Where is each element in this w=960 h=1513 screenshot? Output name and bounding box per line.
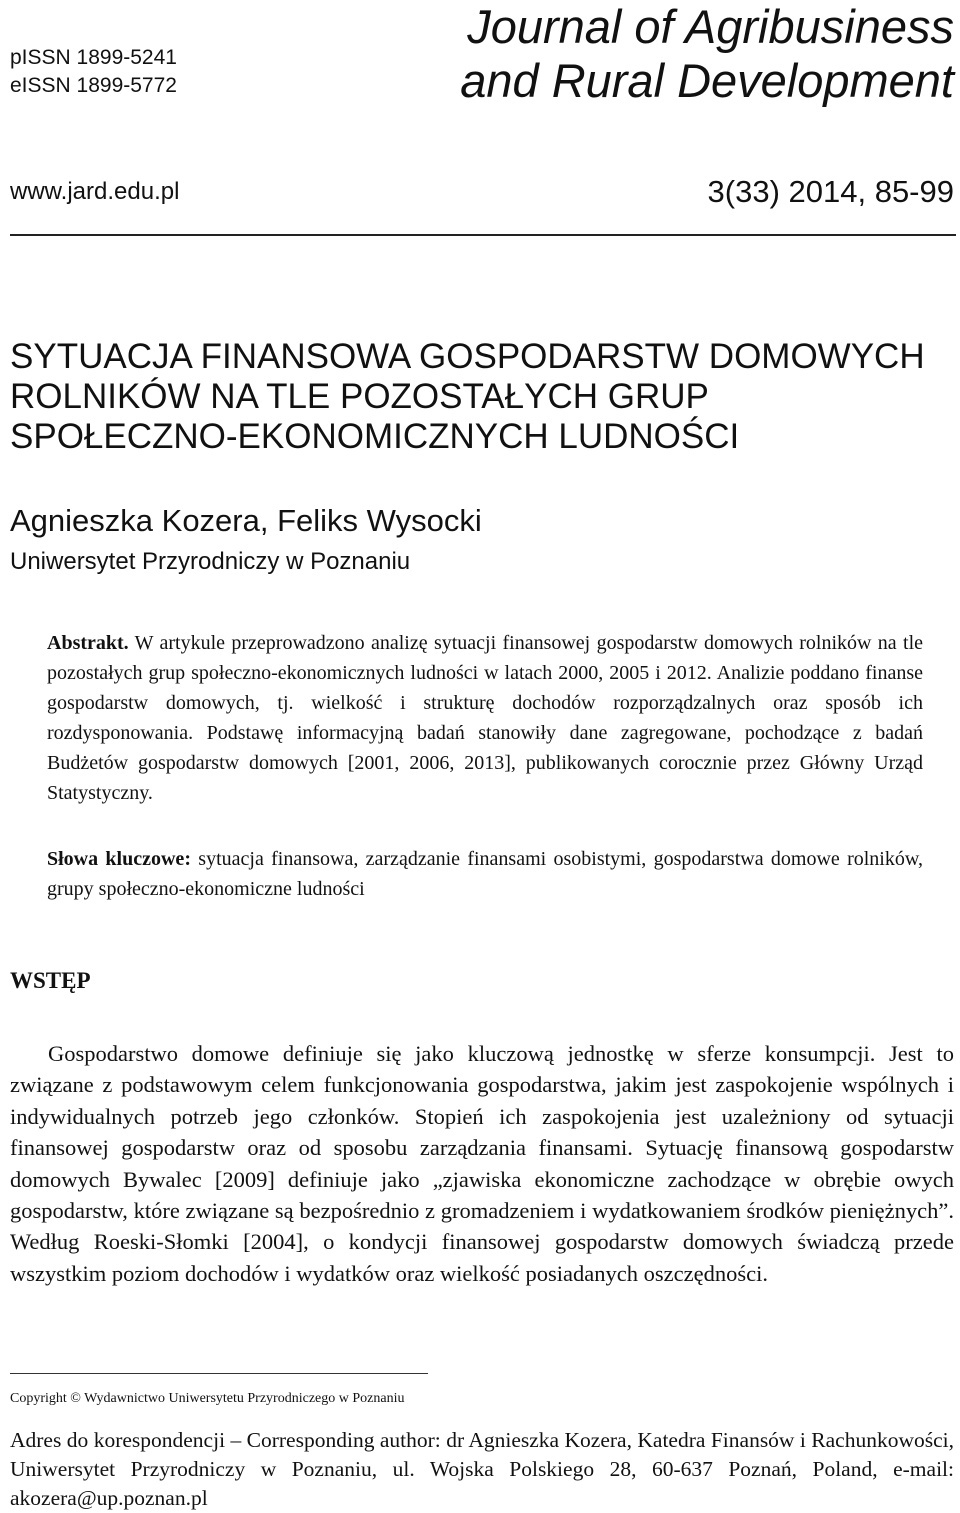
header-divider xyxy=(10,234,956,236)
issue-info: 3(33) 2014, 85-99 xyxy=(707,174,954,209)
abstract-label: Abstrakt. xyxy=(47,632,129,654)
article-title-line-3: SPOŁECZNO-EKONOMICZNYCH LUDNOŚCI xyxy=(10,417,740,456)
section-paragraph xyxy=(10,1038,954,1289)
section-heading: WSTĘP xyxy=(10,968,91,993)
journal-title-line-1: Journal of Agribusiness xyxy=(467,0,954,53)
journal-url[interactable]: www.jard.edu.pl xyxy=(10,178,180,205)
article-title xyxy=(10,337,925,457)
footnote-divider xyxy=(10,1373,428,1374)
keywords-text: sytuacja finansowa, zarządzanie finansami osobistymi, gospodarstwa domowe rolników, grupy społeczno-ekonomiczne ludności xyxy=(47,848,923,900)
eissn: eISSN 1899-5772 xyxy=(10,74,177,97)
copyright: Copyright © Wydawnictwo Uniwersytetu Przyrodniczego w Poznaniu xyxy=(10,1391,405,1406)
abstract xyxy=(47,628,923,808)
keywords-label: Słowa kluczowe: xyxy=(47,848,191,870)
journal-title xyxy=(460,0,954,108)
keywords xyxy=(47,844,923,904)
abstract-text: W artykule przeprowadzono analizę sytuacji finansowej gospodarstw domowych rolników na tle pozostałych grup społeczno-ekonomicznych ludności w latach 2000, 2005 i 2012. Analizie poddano finanse gospodarstw domowych, tj. wielkość i strukturę dochodów rozporządzalnych oraz sposób ich rozdysponowania. Podstawę informacyjną badań stanowiły dane zagregowane, pochodzące z badań Budżetów gospodarstw domowych [2001, 2006, 2013], publikowanych corocznie przez Główny Urząd Statystyczny. xyxy=(47,632,923,804)
journal-title-line-2: and Rural Development xyxy=(460,54,954,107)
authors: Agnieszka Kozera, Feliks Wysocki xyxy=(10,503,482,538)
affiliation: Uniwersytet Przyrodniczy w Poznaniu xyxy=(10,548,411,575)
article-title-line-2: ROLNIKÓW NA TLE POZOSTAŁYCH GRUP xyxy=(10,377,709,416)
section-paragraph-text: Gospodarstwo domowe definiuje się jako kluczową jednostkę w sferze konsumpcji. Jest to związane z podstawowym celem funkcjonowania gospodarstwa, jakim jest zaspokojenie wspólnych i indywidualnych potrzeb jego członków. Stopień ich zaspokojenia jest uzależniony od sytuacji finansowej gospodarstw oraz od sposobu zarządzania finansami. Sytuację finansową gospodarstw domowych Bywalec [2009] definiuje jako „zjawiska ekonomiczne zachodzące w obrębie owych gospodarstw, które związane są bezpośrednio z gromadzeniem i wydatkowaniem środków pieniężnych”. Według Roeski-Słomki [2004], o kondycji finansowej gospodarstw domowych świadczą przede wszystkim poziom dochodów i wydatków oraz wielkość posiadanych oszczędności. xyxy=(10,1041,954,1286)
corresponding-address: Adres do korespondencji – Corresponding author: dr Agnieszka Kozera, Katedra Finansów i Rachunkowości, Uniwersytet Przyrodniczy w Poznaniu, ul. Wojska Polskiego 28, 60-637 Poznań, Poland, e-mail: akozera@up.poznan.pl xyxy=(10,1428,954,1510)
issn-block xyxy=(10,44,177,100)
article-title-line-1: SYTUACJA FINANSOWA GOSPODARSTW DOMOWYCH xyxy=(10,337,925,376)
pissn: pISSN 1899-5241 xyxy=(10,46,177,69)
